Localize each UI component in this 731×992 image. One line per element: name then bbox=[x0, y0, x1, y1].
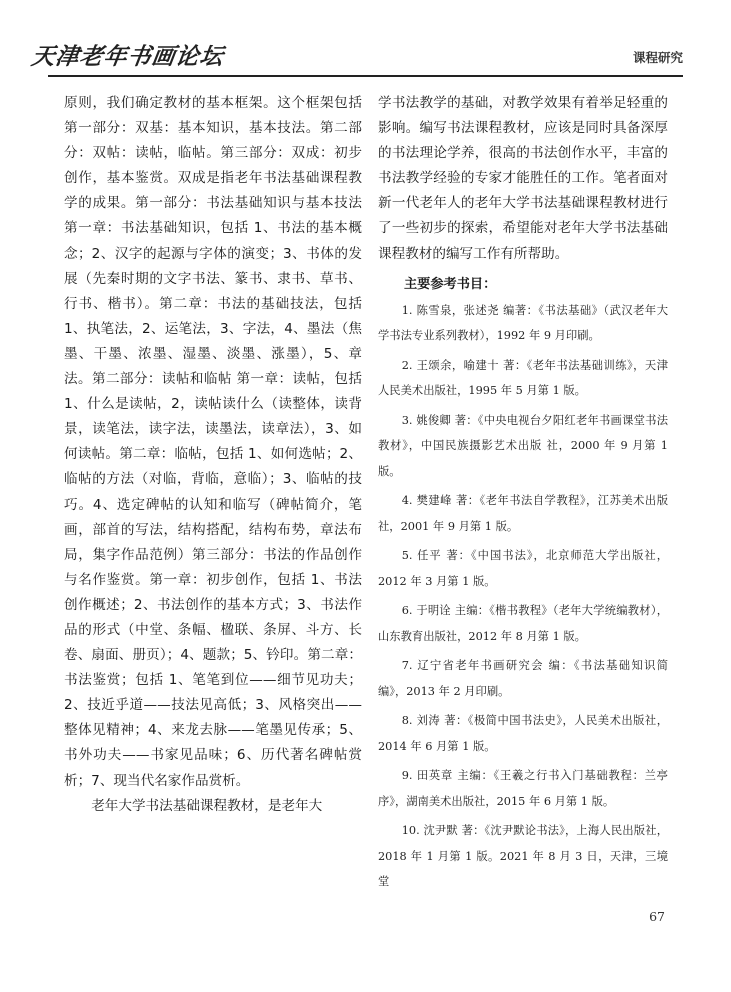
page-number: 67 bbox=[649, 909, 665, 924]
body-paragraph: 学书法教学的基础，对教学效果有着举足轻重的影响。编写书法课程教材，应该是同时具备深厚的书法理论学养，很高的书法创作水平，丰富的书法教学经验的专家才能胜任的工作。笔者面对新一代老年人的老年大学书法基础课程教材进行了一些初步的探索，希望能对老年大学书法基础课程教材的编写工作有所帮助。 bbox=[378, 95, 668, 262]
references-heading: 主要参考书目： bbox=[404, 276, 497, 292]
body-paragraph: 原则，我们确定教材的基本框架。这个框架包括第一部分：双基：基本知识，基本技法。第二部分：双帖：读帖，临帖。第三部分：双成：初步创作，基本鉴赏。双成是指老年书法基础课程教学的成果。第一部分：书法基础知识与基本技法第一章：书法基础知识，包括 1、书法的基本概念；2、汉字的起源与字体的演变；3、书体的发展（先秦时期的文字书法、篆书、隶书、草书、行书、楷书）。第二章：书法的基础技法，包括 1、执笔法，2、运笔法，3、字法，4、墨法（焦墨、干墨、浓墨、湿墨、淡墨、涨墨），5、章法。第二部分：读帖和临帖 第一章：读帖，包括 1、什么是读帖，2，读帖读什么（读整体，读背景，读笔法，读字法，读墨法，读章法），3、如何读帖。第二章：临帖，包括 1、如何选帖；2、临帖的方法（对临，背临，意临）；3、临帖的技巧。4、选定碑帖的认知和临写（碑帖简介，笔画，部首的写法，结构搭配，结构布势，章法布局，集字作品范例）第三部分：书法的作品创作与名作鉴赏。第一章：初步创作，包括 1、书法创作概述；2、书法创作的基本方式；3、书法作品的形式（中堂、条幅、楹联、条屏、斗方、长卷、扇面、册页）；4、题款；5、钤印。第二章：书法鉴赏；包括 1、笔笔到位——细节见功夫；2、技近乎道——技法见高低；3、风格突出——整体见精神；4、来龙去脉——笔墨见传承；5、书外功夫——书家见品味；6、历代著名碑帖赏析；7、现当代名家作品赏析。 bbox=[64, 95, 362, 789]
reference-item: 3. 姚俊卿 著：《中央电视台夕阳红老年书画课堂书法教材》，中国民族摄影艺术出版 社，2000 年 9 月第 1 版。 bbox=[378, 413, 668, 478]
reference-item: 4. 樊建峰 著：《老年书法自学教程》，江苏美术出版社，2001 年 9 月第 1 版。 bbox=[378, 494, 668, 533]
body-paragraph: 老年大学书法基础课程教材，是老年大 bbox=[91, 797, 323, 814]
reference-item: 5. 任平 著：《中国书法》，北京师范大学出版社，2012 年 3 月第 1 版。 bbox=[378, 549, 668, 588]
reference-item: 7. 辽宁省老年书画研究会 编：《书法基础知识简编》，2013 年 2 月印刷。 bbox=[378, 659, 668, 698]
reference-item: 10. 沈尹默 著：《沈尹默论书法》，上海人民出版社，2018 年 1 月第 1 版。2021 年 8 月 3 日，天津，三境堂 bbox=[378, 824, 668, 889]
reference-item: 2. 王颂余，喻建十 著：《老年书法基础训练》，天津人民美术出版社，1995 年 5 月第 1 版。 bbox=[378, 358, 668, 398]
reference-item: 6. 于明诠 主编：《楷书教程》（老年大学统编教材），山东教育出版社，2012 年 8 月第 1 版。 bbox=[378, 604, 668, 643]
reference-item: 9. 田英章 主编：《王羲之行书入门基础教程：兰亭序》，湖南美术出版社，2015 年 6 月第 1 版。 bbox=[378, 769, 668, 808]
right-column bbox=[378, 91, 668, 899]
section-label: 课程研究 bbox=[632, 50, 683, 65]
references-list bbox=[378, 298, 668, 895]
reference-item: 1. 陈雪泉，张述尧 编著：《书法基础》（武汉老年大学书法专业系列教材），1992 年 9 月印刷。 bbox=[378, 303, 668, 343]
page-header bbox=[20, 32, 711, 72]
reference-item: 8. 刘涛 著：《极简中国书法史》，人民美术出版社，2014 年 6 月第 1 版。 bbox=[378, 714, 668, 753]
journal-logo: 天津老年书画论坛 bbox=[29, 43, 226, 70]
header-divider bbox=[48, 75, 683, 77]
left-column bbox=[64, 91, 362, 819]
